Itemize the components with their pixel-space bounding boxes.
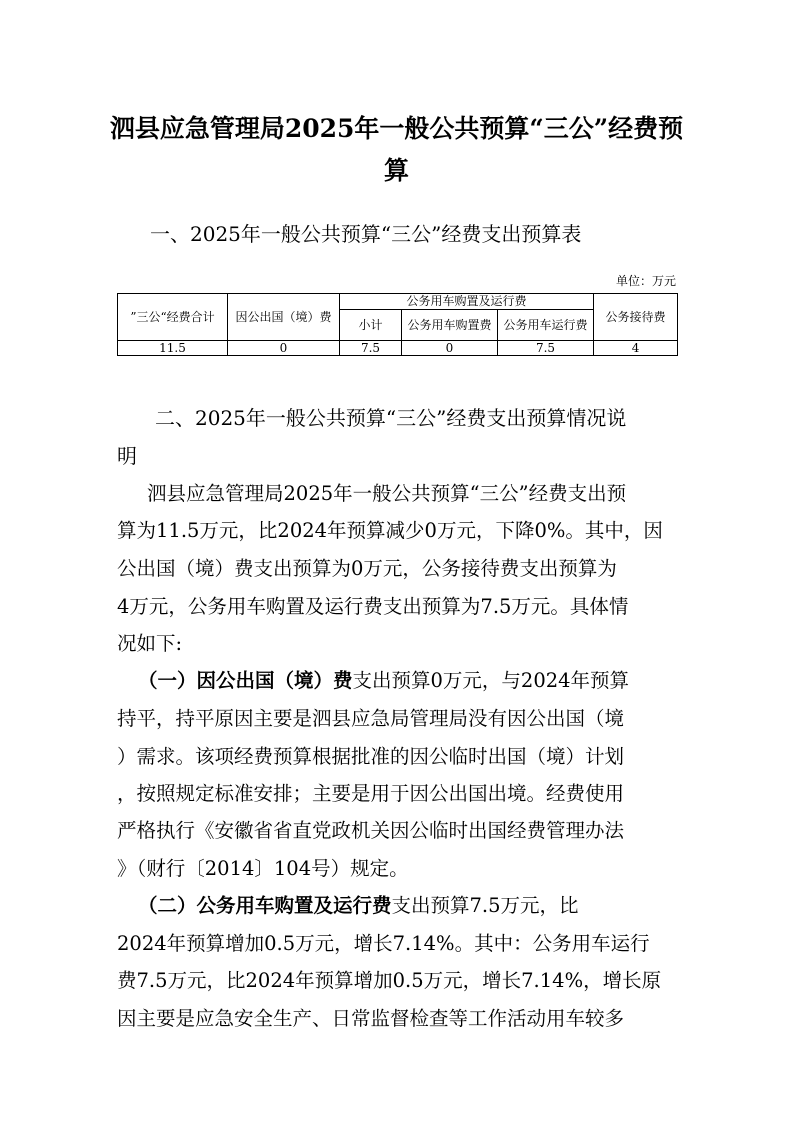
paragraph-2-line3: ）需求。该项经费预算根据批准的因公临时出国（境）计划 xyxy=(117,745,625,768)
paragraph-1-line4: 4万元，公务用车购置及运行费支出预算为7.5万元。具体情 xyxy=(117,595,629,618)
section-2-heading-line2: 明 xyxy=(117,444,137,468)
paragraph-2-heading: （一）因公出国（境）费 xyxy=(138,669,353,692)
header-reception: 公务接待费 xyxy=(594,294,678,341)
unit-label: 单位：万元 xyxy=(615,274,676,288)
value-car-run: 7.5 xyxy=(498,341,594,356)
value-total: 11.5 xyxy=(118,341,228,356)
paragraph-3-line3: 费7.5万元，比2024年预算增加0.5万元，增长7.14%，增长原 xyxy=(117,969,662,992)
value-reception: 4 xyxy=(594,341,678,356)
section-1-heading: 一、2025年一般公共预算“三公”经费支出预算表 xyxy=(150,222,582,246)
header-subtotal: 小计 xyxy=(340,310,402,341)
document-title-line2: 算 xyxy=(383,156,409,185)
paragraph-2-line1 xyxy=(138,662,629,700)
paragraph-1-line5: 况如下: xyxy=(117,632,183,655)
header-car-run: 公务用车运行费 xyxy=(498,310,594,341)
header-car-purchase: 公务用车购置费 xyxy=(402,310,498,341)
value-subtotal: 7.5 xyxy=(340,341,402,356)
budget-table xyxy=(117,293,678,356)
paragraph-2-line6: 》（财行〔2014〕104号）规定。 xyxy=(117,857,409,880)
header-total: ”三公“经费合计 xyxy=(118,294,228,341)
table-row xyxy=(118,341,678,356)
value-car-purchase: 0 xyxy=(402,341,498,356)
document-title-line1: 泗县应急管理局2025年一般公共预算“三公”经费预 xyxy=(109,114,684,143)
paragraph-2-lead: 支出预算0万元，与2024年预算 xyxy=(352,669,630,692)
paragraph-3-heading: （二）公务用车购置及运行费 xyxy=(138,894,392,917)
paragraph-3-line1 xyxy=(138,887,579,925)
value-abroad: 0 xyxy=(228,341,340,356)
paragraph-2-line4: ，按照规定标准安排；主要是用于因公出国出境。经费使用 xyxy=(117,782,625,805)
paragraph-1-line1: 泗县应急管理局2025年一般公共预算“三公”经费支出预 xyxy=(147,482,627,505)
section-2-heading-line1: 二、2025年一般公共预算“三公”经费支出预算情况说 xyxy=(155,406,627,430)
paragraph-3-lead: 支出预算7.5万元，比 xyxy=(391,894,579,917)
header-car-group: 公务用车购置及运行费 xyxy=(340,294,594,310)
paragraph-3-line2: 2024年预算增加0.5万元，增长7.14%。其中：公务用车运行 xyxy=(117,932,650,955)
header-abroad: 因公出国（境）费 xyxy=(228,294,340,341)
paragraph-2-line5: 严格执行《安徽省省直党政机关因公临时出国经费管理办法 xyxy=(117,819,625,842)
paragraph-1-line3: 公出国（境）费支出预算为0万元，公务接待费支出预算为 xyxy=(117,557,617,580)
paragraph-3-line4: 因主要是应急安全生产、日常监督检查等工作活动用车较多 xyxy=(117,1007,625,1030)
paragraph-1-line2: 算为11.5万元，比2024年预算减少0万元，下降0%。其中，因 xyxy=(117,519,663,542)
paragraph-2-line2: 持平，持平原因主要是泗县应急局管理局没有因公出国（境 xyxy=(117,707,625,730)
